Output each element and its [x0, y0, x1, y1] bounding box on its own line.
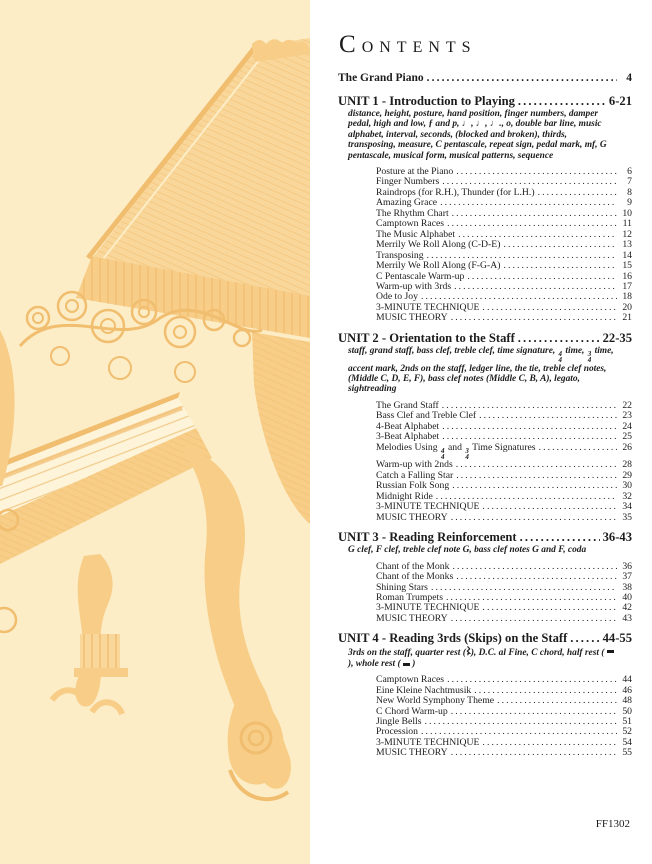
- dot-leader: [456, 460, 617, 470]
- song-title: The Rhythm Chart: [376, 207, 449, 219]
- page-number: 14: [622, 249, 632, 261]
- page-number: 38: [622, 581, 632, 593]
- song-title: Posture at the Piano: [376, 166, 454, 178]
- dot-leader: [431, 583, 617, 593]
- half-rest-icon: [607, 650, 614, 653]
- page-number: 32: [622, 490, 632, 502]
- song-title: MUSIC THEORY: [376, 511, 448, 523]
- song-title: Warm-up with 2nds: [376, 459, 453, 471]
- dot-leader: [503, 240, 617, 250]
- dot-leader: [451, 313, 617, 323]
- song-title: Camptown Races: [376, 674, 445, 686]
- song-list: [376, 401, 632, 523]
- song-title: Camptown Races: [376, 218, 445, 230]
- dot-leader: [452, 562, 617, 572]
- dot-leader: [447, 675, 617, 685]
- song-entry: [376, 572, 632, 582]
- page-number: 23: [622, 410, 632, 422]
- time-signature-icon: 4 4: [441, 446, 445, 461]
- unit-heading: [338, 331, 632, 345]
- dot-leader: [424, 717, 617, 727]
- dot-leader: [482, 738, 617, 748]
- unit-block: [338, 530, 632, 624]
- dot-leader: [451, 614, 617, 624]
- dot-leader: [452, 481, 617, 491]
- dot-leader: [482, 603, 617, 613]
- page-number: 40: [622, 591, 632, 603]
- song-entry: [376, 748, 632, 758]
- page-number: 20: [622, 301, 632, 313]
- page-number: 17: [622, 281, 632, 293]
- song-title: 4-Beat Alphabet: [376, 420, 440, 432]
- song-title: 3-MINUTE TECHNIQUE: [376, 501, 480, 513]
- song-title: The Music Alphabet: [376, 228, 456, 240]
- song-entry: [376, 261, 632, 271]
- catalog-number: FF1302: [595, 818, 630, 830]
- page-number: 8: [627, 186, 632, 198]
- unit-list: [338, 94, 632, 759]
- unit-heading: [338, 530, 632, 544]
- dot-leader: [474, 686, 617, 696]
- song-entry: [376, 313, 632, 323]
- dot-leader: [440, 198, 617, 208]
- song-title: MUSIC THEORY: [376, 612, 448, 624]
- song-title: Russian Folk Song: [376, 480, 450, 492]
- page-number: 7: [627, 176, 632, 188]
- dot-leader: [456, 167, 617, 177]
- song-title: MUSIC THEORY: [376, 312, 448, 324]
- dot-leader: [518, 331, 600, 345]
- page-number: 30: [622, 480, 632, 492]
- song-entry: [376, 614, 632, 624]
- song-title: Procession: [376, 726, 418, 738]
- song-title: Merrily We Roll Along (F-G-A): [376, 260, 501, 272]
- song-title: Merrily We Roll Along (C-D-E): [376, 239, 501, 251]
- song-title: Ode to Joy: [376, 291, 418, 303]
- song-title: Eine Kleine Nachtmusik: [376, 684, 472, 696]
- dot-leader: [539, 443, 617, 453]
- song-list: [376, 675, 632, 759]
- song-entry: [376, 443, 632, 461]
- page-number: 55: [622, 747, 632, 759]
- song-title: New World Symphony Theme: [376, 695, 495, 707]
- page-number: 44: [622, 674, 632, 686]
- unit-block: [338, 631, 632, 758]
- page-number: 11: [622, 218, 632, 230]
- unit-block: [338, 331, 632, 523]
- page-number: 24: [622, 420, 632, 432]
- song-title: Warm-up with 3rds: [376, 281, 452, 293]
- song-entry: [376, 696, 632, 706]
- dot-leader: [538, 188, 617, 198]
- unit-description: staff, grand staff, bass clef, treble clef, time signature, 4 4 time, 3 4 time, accent mark, 2nds on the staff, ledger line, the tie, treble clef notes, (Middle C, D, E, F), bass clef notes (Middle C, B, A), legato, sightreading: [348, 345, 614, 395]
- song-title: 3-Beat Alphabet: [376, 431, 440, 443]
- song-entry: [376, 513, 632, 523]
- unit-title: UNIT 3 - Reading Reinforcement: [338, 530, 517, 545]
- unit-title: UNIT 2 - Orientation to the Staff: [338, 330, 515, 345]
- dot-leader: [456, 572, 617, 582]
- unit-title: UNIT 1 - Introduction to Playing: [338, 94, 515, 108]
- song-title: Chant of the Monks: [376, 571, 454, 583]
- song-title: Melodies Using 4 4 and 3 4 Time Signatures: [376, 441, 536, 461]
- dot-leader: [454, 282, 617, 292]
- dot-leader: [451, 707, 617, 717]
- page-number: 28: [622, 459, 632, 471]
- dot-leader: [482, 303, 617, 313]
- dot-leader: [467, 272, 617, 282]
- song-title: Chant of the Monk: [376, 560, 450, 572]
- page-number: 15: [622, 260, 632, 272]
- page-number: 37: [622, 571, 632, 583]
- page-number: 46: [622, 684, 632, 696]
- song-title: Transposing: [376, 249, 424, 261]
- song-title: Shining Stars: [376, 581, 428, 593]
- page-number: 34: [622, 501, 632, 513]
- whole-rest-icon: [403, 663, 410, 666]
- page-number: 16: [622, 270, 632, 282]
- dot-leader: [570, 631, 599, 645]
- page-number: 4: [626, 72, 632, 84]
- dot-leader: [503, 261, 617, 271]
- page-number: 12: [622, 228, 632, 240]
- unit-block: [338, 94, 632, 324]
- unit-description: distance, height, posture, hand position, finger numbers, damper pedal, high and low, ƒ and p, ♩, ♩, ♩., o, double bar line, music alphabet, interval, seconds, (blocked and broken), thirds, transposing, measure, C pentascale, repeat sign, pedal mark, mf, G pentascale, musical form, musical patterns, sequence: [348, 109, 607, 161]
- page-number: 43: [622, 612, 632, 624]
- page-number: 21: [622, 312, 632, 324]
- dot-leader: [451, 513, 617, 523]
- song-title: Bass Clef and Treble Clef: [376, 410, 477, 422]
- unit-page-range: 44-55: [602, 631, 632, 646]
- page-number: 35: [622, 511, 632, 523]
- dot-leader: [427, 72, 617, 85]
- page-number: 50: [622, 705, 632, 717]
- dot-leader: [482, 502, 617, 512]
- unit-title: UNIT 4 - Reading 3rds (Skips) on the Staff: [338, 631, 568, 646]
- dot-leader: [456, 471, 617, 481]
- dot-leader: [451, 748, 617, 758]
- song-title: Jingle Bells: [376, 715, 422, 727]
- page-number: 48: [622, 695, 632, 707]
- song-title: 3-MINUTE TECHNIQUE: [376, 301, 480, 313]
- page-number: 51: [622, 715, 632, 727]
- unit-description: 3rds on the staff, quarter rest ( ), D.C. al Fine, C chord, half rest ( ), whole rest ( ): [348, 646, 616, 669]
- page-number: 42: [622, 602, 632, 614]
- song-title: Raindrops (for R.H.), Thunder (for L.H.): [376, 186, 535, 198]
- dot-leader: [518, 94, 606, 108]
- contents-column: [338, 0, 632, 766]
- page-number: 29: [622, 469, 632, 481]
- unit-heading: [338, 94, 632, 108]
- time-signature-icon: 4 4: [558, 349, 563, 364]
- page-title: CONTENTS: [339, 31, 477, 58]
- song-title: The Grand Staff: [376, 399, 439, 411]
- page-number: 54: [622, 736, 632, 748]
- unit-description: G clef, F clef, treble clef note G, bass clef notes G and F, coda: [348, 545, 587, 556]
- dot-leader: [497, 696, 617, 706]
- page-number: 6: [627, 166, 632, 178]
- unit-page-range: 22-35: [602, 330, 632, 345]
- page-number: 9: [627, 197, 632, 209]
- toc-entry-label: The Grand Piano: [338, 72, 424, 84]
- song-title: Midnight Ride: [376, 490, 433, 502]
- unit-page-range: 36-43: [602, 530, 632, 545]
- dot-leader: [479, 411, 617, 421]
- song-title: 3-MINUTE TECHNIQUE: [376, 602, 480, 614]
- song-title: C Chord Warm-up: [376, 705, 448, 717]
- page-number: 18: [622, 291, 632, 303]
- page-number: 13: [622, 239, 632, 251]
- page-number: 10: [622, 207, 632, 219]
- toc-entry-front: [338, 72, 632, 85]
- page-number: 36: [622, 560, 632, 572]
- time-signature-icon: 3 4: [587, 349, 592, 364]
- song-title: Catch a Falling Star: [376, 469, 454, 481]
- dot-leader: [520, 530, 600, 544]
- page-number: 52: [622, 726, 632, 738]
- unit-heading: [338, 631, 632, 645]
- song-list: [376, 167, 632, 324]
- page-number: 25: [622, 431, 632, 443]
- unit-page-range: 6-21: [608, 94, 632, 108]
- page-number: 22: [622, 399, 632, 411]
- song-title: Finger Numbers: [376, 176, 440, 188]
- song-list: [376, 562, 632, 625]
- quarter-rest-icon: [466, 646, 471, 656]
- dot-leader: [447, 219, 617, 229]
- song-title: 3-MINUTE TECHNIQUE: [376, 736, 480, 748]
- song-title: Roman Trumpets: [376, 591, 444, 603]
- song-title: MUSIC THEORY: [376, 747, 448, 759]
- dot-leader: [442, 422, 617, 432]
- song-title: Amazing Grace: [376, 197, 438, 209]
- song-title: C Pentascale Warm-up: [376, 270, 465, 282]
- page-number: 26: [622, 441, 632, 453]
- piano-illustration: [0, 0, 310, 864]
- time-signature-icon: 3 4: [465, 446, 469, 461]
- dot-leader: [452, 209, 617, 219]
